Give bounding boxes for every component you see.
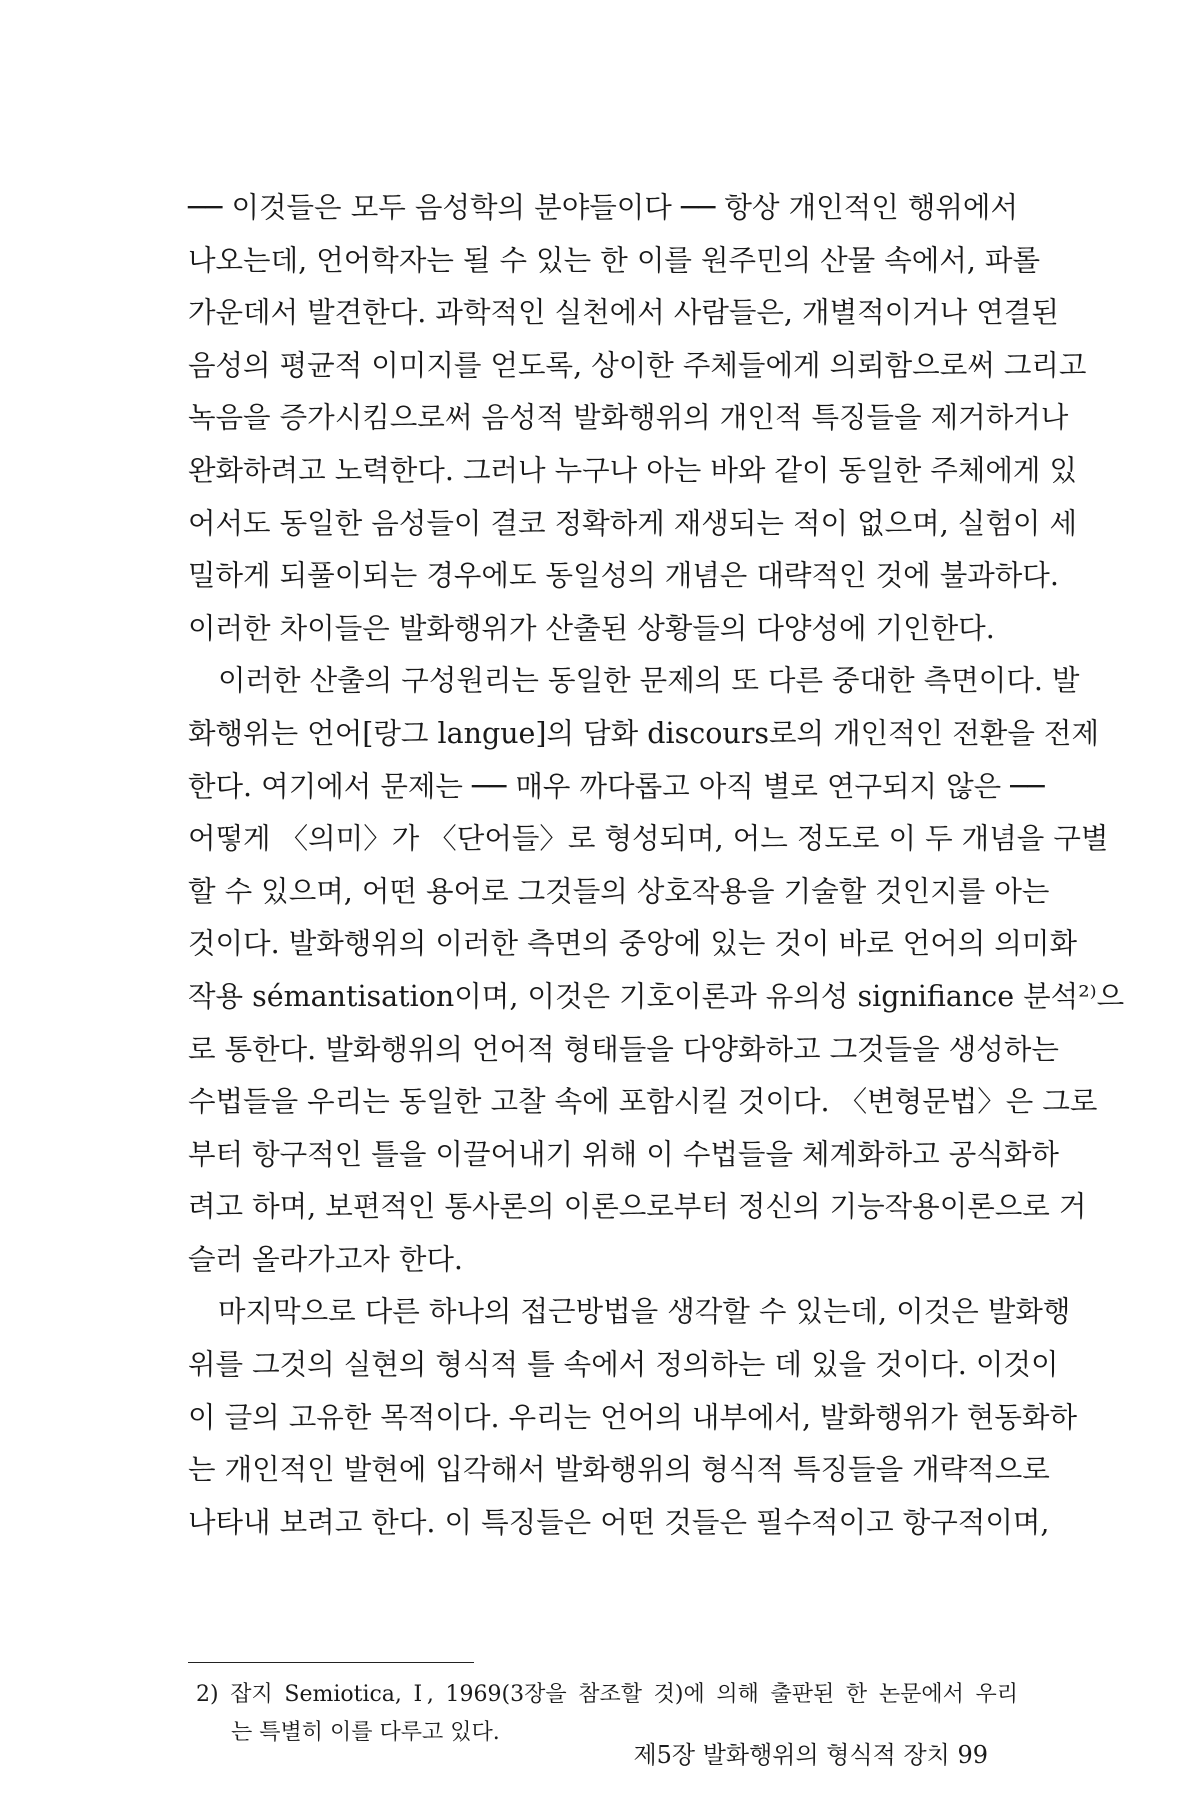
body-line: 가운데서 발견한다. 과학적인 실천에서 사람들은, 개별적이거나 연결된 — [188, 296, 1059, 330]
body-line: 음성의 평균적 이미지를 얻도록, 상이한 주체들에게 의뢰함으로써 그리고 — [188, 348, 1087, 382]
body-line: 녹음을 증가시킴으로써 음성적 발화행위의 개인적 특징들을 제거하거나 — [188, 401, 1069, 435]
body-line: 마지막으로 다른 하나의 접근방법을 생각할 수 있는데, 이것은 발화행 — [218, 1295, 1071, 1329]
body-line: 려고 하며, 보편적인 통사론의 이론으로부터 정신의 기능작용이론으로 거 — [188, 1190, 1087, 1224]
body-line: 나타내 보려고 한다. 이 특징들은 어떤 것들은 필수적이고 항구적이며, — [188, 1505, 1050, 1539]
body-line: 작용 sémantisation이며, 이것은 기호이론과 유의성 signifiance 분석²⁾으 — [188, 979, 1125, 1013]
body-line: 밀하게 되풀이되는 경우에도 동일성의 개념은 대략적인 것에 불과하다. — [188, 559, 1059, 593]
body-text — [188, 182, 1125, 1549]
body-line: 할 수 있으며, 어떤 용어로 그것들의 상호작용을 기술할 것인지를 아는 — [188, 874, 1050, 908]
body-line: 위를 그것의 실현의 형식적 틀 속에서 정의하는 데 있을 것이다. 이것이 — [188, 1348, 1059, 1382]
body-line: 것이다. 발화행위의 이러한 측면의 중앙에 있는 것이 바로 언어의 의미화 — [188, 927, 1077, 961]
body-line: 어서도 동일한 음성들이 결코 정확하게 재생되는 적이 없으며, 실험이 세 — [188, 506, 1077, 540]
footnote-line-1: 2) 잡지 Semiotica, Ⅰ, 1969(3장을 참조할 것)에 의해 출판된 한 논문에서 우리 — [196, 1682, 1018, 1707]
body-line: 는 개인적인 발현에 입각해서 발화행위의 형식적 특징들을 개략적으로 — [188, 1453, 1050, 1487]
body-line: 완화하려고 노력한다. 그러나 누구나 아는 바와 같이 동일한 주체에게 있 — [188, 453, 1077, 487]
body-line: 슬러 올라가고자 한다. — [188, 1242, 463, 1276]
footnote-line-2: 는 특별히 이를 다루고 있다. — [231, 1720, 500, 1745]
footnote-rule — [188, 1662, 474, 1663]
body-line: 나오는데, 언어학자는 될 수 있는 한 이를 원주민의 산물 속에서, 파롤 — [188, 243, 1041, 277]
body-line: 이러한 산출의 구성원리는 동일한 문제의 또 다른 중대한 측면이다. 발 — [218, 664, 1080, 698]
body-line: 부터 항구적인 틀을 이끌어내기 위해 이 수법들을 체계화하고 공식화하 — [188, 1137, 1059, 1171]
body-line: 수법들을 우리는 동일한 고찰 속에 포함시킬 것이다. 〈변형문법〉은 그로 — [188, 1085, 1098, 1119]
body-line: 어떻게 〈의미〉가 〈단어들〉로 형성되며, 어느 정도로 이 두 개념을 구별 — [188, 822, 1109, 856]
body-line: 한다. 여기에서 문제는 ── 매우 까다롭고 아직 별로 연구되지 않은 ── — [188, 769, 1045, 803]
body-line: 화행위는 언어[랑그 langue]의 담화 discours로의 개인적인 전환을 전제 — [188, 716, 1099, 750]
body-line: ── 이것들은 모두 음성학의 분야들이다 ── 항상 개인적인 행위에서 — [188, 191, 1018, 224]
body-line: 이러한 차이들은 발화행위가 산출된 상황들의 다양성에 기인한다. — [188, 611, 995, 645]
body-line: 로 통한다. 발화행위의 언어적 형태들을 다양화하고 그것들을 생성하는 — [188, 1032, 1059, 1066]
body-line: 이 글의 고유한 목적이다. 우리는 언어의 내부에서, 발화행위가 현동화하 — [188, 1400, 1077, 1434]
running-footer: 제5장 발화행위의 형식적 장치 99 — [633, 1741, 988, 1769]
